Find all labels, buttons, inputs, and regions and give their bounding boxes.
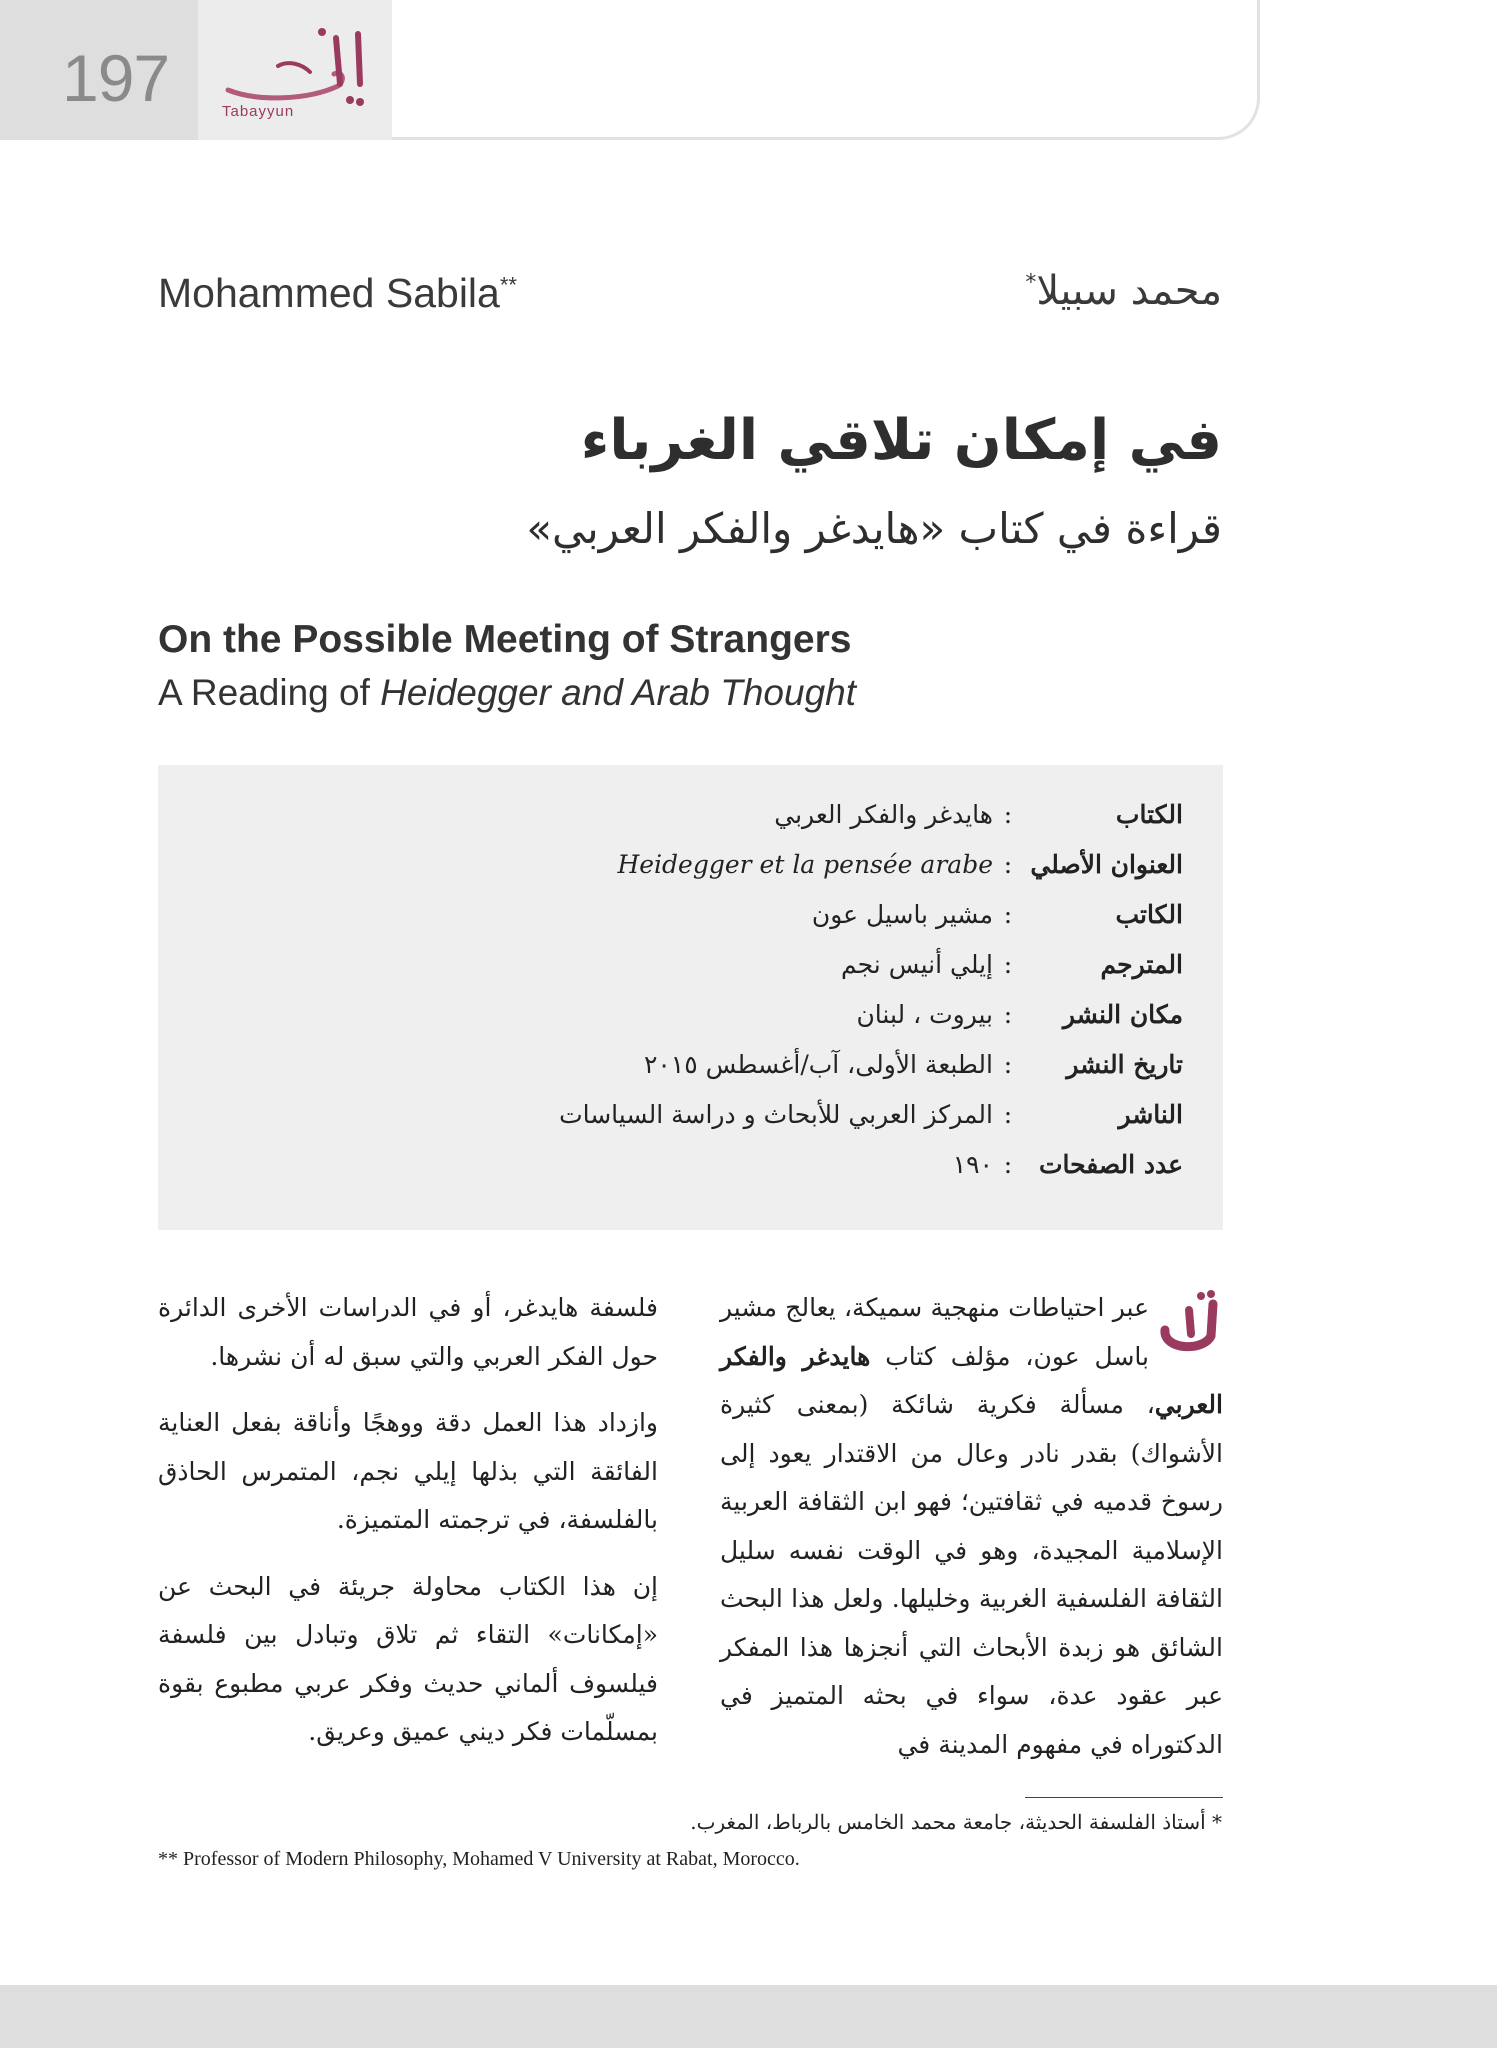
body-paragraph: وازداد هذا العمل دقة ووهجًا وأناقة بفعل العناية الفائقة التي بذلها إيلي نجم، المتمرس الحاذق بالفلسفة، في ترجمته المتميزة. [158,1408,658,1534]
info-colon: : [1003,1149,1013,1179]
info-value: ١٩٠ [952,1149,993,1179]
author-english-name: Mohammed Sabila [158,270,500,316]
info-colon: : [1003,799,1013,829]
info-value: مشير باسيل عون [811,899,993,929]
info-colon: : [1003,949,1013,979]
info-label: المترجم [1100,949,1183,979]
footnote-arabic-text: أستاذ الفلسفة الحديثة، جامعة محمد الخامس بالرباط، المغرب. [690,1810,1206,1834]
info-label: الكاتب [1115,899,1183,929]
info-value: إيلي أنيس نجم [841,949,993,979]
logo-latin-text: Tabayyun [222,103,295,120]
body-book-title: هايدغر والفكر العربي [720,1341,1223,1419]
info-label: عدد الصفحات [1038,1149,1183,1179]
body-column-left [158,1284,658,1775]
arabic-subtitle: قراءة في كتاب «هايدغر والفكر العربي» [526,504,1222,553]
footnote-divider [1025,1797,1223,1798]
info-label: الكتاب [1115,799,1183,829]
book-info-box [158,765,1223,1230]
info-value: هايدغر والفكر العربي [774,799,993,829]
journal-logo [198,0,392,140]
body-intro-text: عبر احتياطات منهجية سميكة، يعالج مشير باسل عون، مؤلف كتاب [720,1293,1150,1371]
info-colon: : [1003,849,1013,879]
info-row [193,941,1183,987]
info-row [193,891,1183,937]
info-colon: : [1003,899,1013,929]
info-label: مكان النشر [1062,999,1183,1029]
tabayyun-logo-icon [218,20,378,110]
footer-band [0,1985,1497,2048]
footnote-english-text: Professor of Modern Philosophy, Mohamed V University at Rabat, Morocco. [183,1848,800,1870]
page-number: 197 [62,41,170,115]
info-row [193,1141,1183,1187]
info-colon: : [1003,1099,1013,1129]
footnote-arabic [690,1810,1222,1834]
drop-cap-icon [1159,1290,1223,1360]
body-rest-text: ، مسألة فكرية شائكة (بمعنى كثيرة الأشواك) بقدر نادر وعال من الاقتدار يعود إلى رسوخ قدميه في ثقافتين؛ فهو ابن الثقافة العربية الإسلامية المجيدة، وهو في الوقت نفسه سليل الثقافة الفلسفية الغربية وخليلها. ولعل هذا البحث الشائق هو زبدة الأبحاث التي أنجزها هذا المفكر عبر عقود عدة، سواء في بحثه المتميز في الدكتوراه في مفهوم المدينة في [720,1390,1223,1759]
info-colon: : [1003,999,1013,1029]
info-row [193,1091,1183,1137]
info-row [193,841,1183,887]
body-paragraph: إن هذا الكتاب محاولة جريئة في البحث عن «إمكانات» التقاء ثم تلاق وتبادل بين فلسفة فيلسوف ألماني حديث وفكر عربي مطبوع بقوة بمسلّمات فكر ديني عميق وعريق. [158,1571,658,1746]
author-arabic-name: محمد سبيلا [1036,268,1222,314]
body-column-right [720,1284,1223,1769]
info-row [193,791,1183,837]
info-row [193,1041,1183,1087]
info-label: الناشر [1118,1099,1183,1129]
page-number-box [0,0,198,140]
info-value: بيروت ، لبنان [856,999,993,1029]
info-colon: : [1003,1049,1013,1079]
author-arabic-mark: * [1025,270,1037,296]
english-title: On the Possible Meeting of Strangers [158,618,852,661]
info-row [193,991,1183,1037]
english-subtitle-prefix: A Reading of [158,672,381,713]
english-subtitle [158,672,856,714]
footnote-english-mark: ** [158,1848,178,1870]
info-value: الطبعة الأولى، آب/أغسطس ٢٠١٥ [643,1049,993,1079]
author-english [158,270,517,317]
info-value: Heidegger et la pensée arabe [617,849,993,879]
footnote-arabic-mark: * [1212,1810,1222,1834]
info-label: العنوان الأصلي [1030,849,1183,879]
body-paragraph: فلسفة هايدغر، أو في الدراسات الأخرى الدائرة حول الفكر العربي والتي سبق له أن نشرها. [158,1293,658,1371]
author-english-mark: ** [499,272,517,298]
arabic-title: في إمكان تلاقي الغرباء [580,408,1222,473]
english-subtitle-book: Heidegger and Arab Thought [380,672,857,713]
footnote-english [158,1848,800,1871]
info-label: تاريخ النشر [1066,1049,1183,1079]
info-value: المركز العربي للأبحاث و دراسة السياسات [559,1099,993,1129]
author-arabic [1025,268,1222,314]
